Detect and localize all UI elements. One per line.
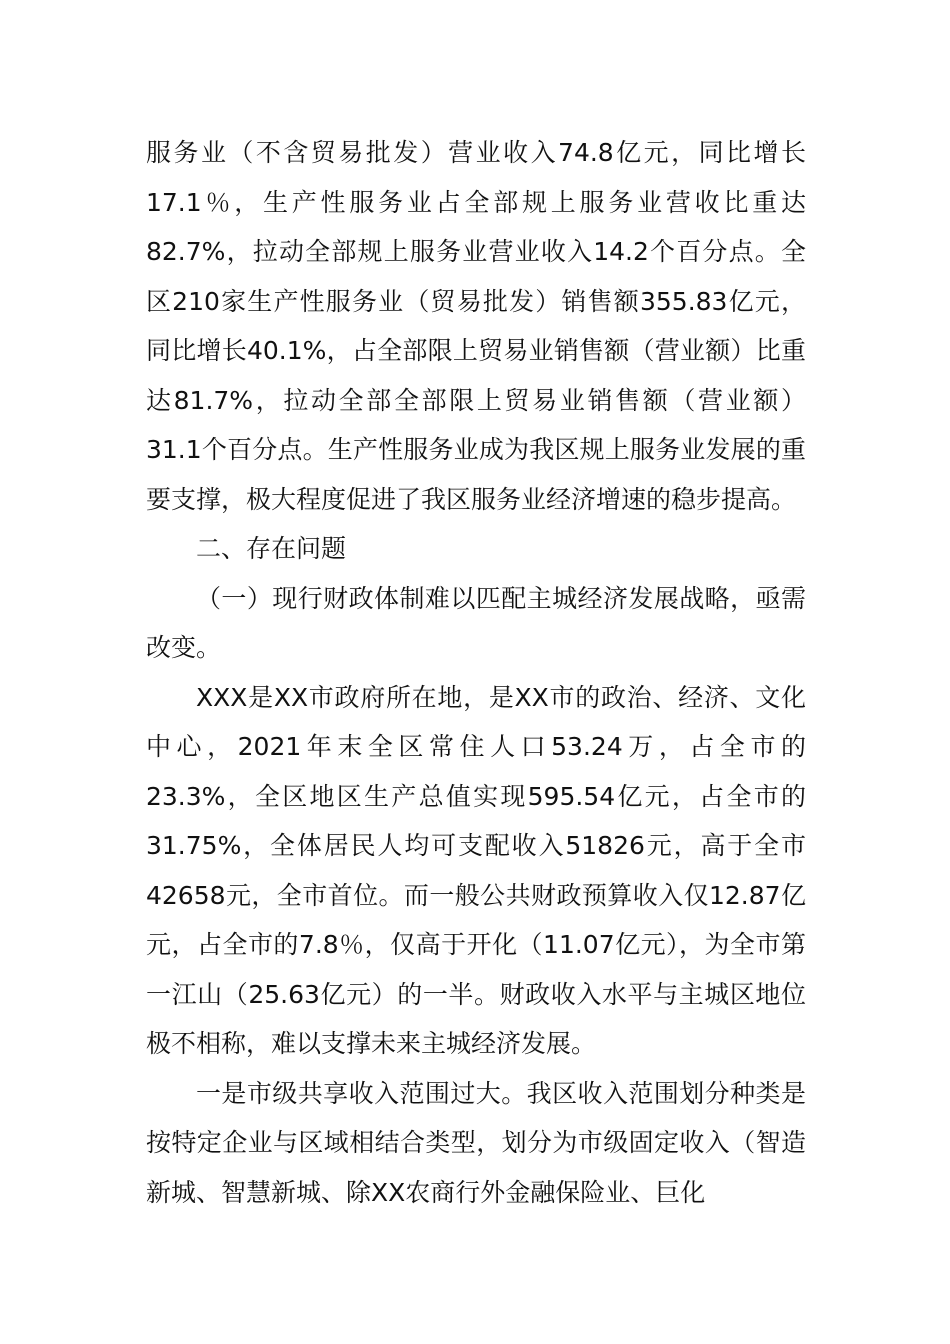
document-body	[146, 128, 806, 1217]
section-heading-problems: 二、存在问题	[196, 534, 347, 563]
paragraph-services-revenue: 服务业（不含贸易批发）营业收入74.8亿元，同比增长17.1％，生产性服务业占全部规上服务业营收比重达82.7%，拉动全部规上服务业营业收入14.2个百分点。全区210家生产性服务业（贸易批发）销售额355.83亿元，同比增长40.1%，占全部限上贸易业销售额（营业额）比重达81.7%，拉动全部全部限上贸易业销售额（营业额）31.1个百分点。生产性服务业成为我区规上服务业发展的重要支撑，极大程度促进了我区服务业经济增速的稳步提高。	[146, 138, 806, 514]
paragraph-district-overview: XXX是XX市政府所在地，是XX市的政治、经济、文化中心，2021年末全区常住人口53.24万，占全市的23.3%，全区地区生产总值实现595.54亿元，占全市的31.75%，全体居民人均可支配收入51826元，高于全市42658元，全市首位。而一般公共财政预算收入仅12.87亿元，占全市的7.8％，仅高于开化（11.07亿元），为全市第一江山（25.63亿元）的一半。财政收入水平与主城区地位极不相称，难以支撑未来主城经济发展。	[146, 682, 806, 1058]
subsection-heading-fiscal-system: （一）现行财政体制难以匹配主城经济发展战略，亟需改变。	[146, 583, 806, 662]
paragraph-shared-revenue: 一是市级共享收入范围过大。我区收入范围划分种类是按特定企业与区域相结合类型，划分为市级固定收入（智造新城、智慧新城、除XX农商行外金融保险业、巨化	[146, 1078, 806, 1207]
